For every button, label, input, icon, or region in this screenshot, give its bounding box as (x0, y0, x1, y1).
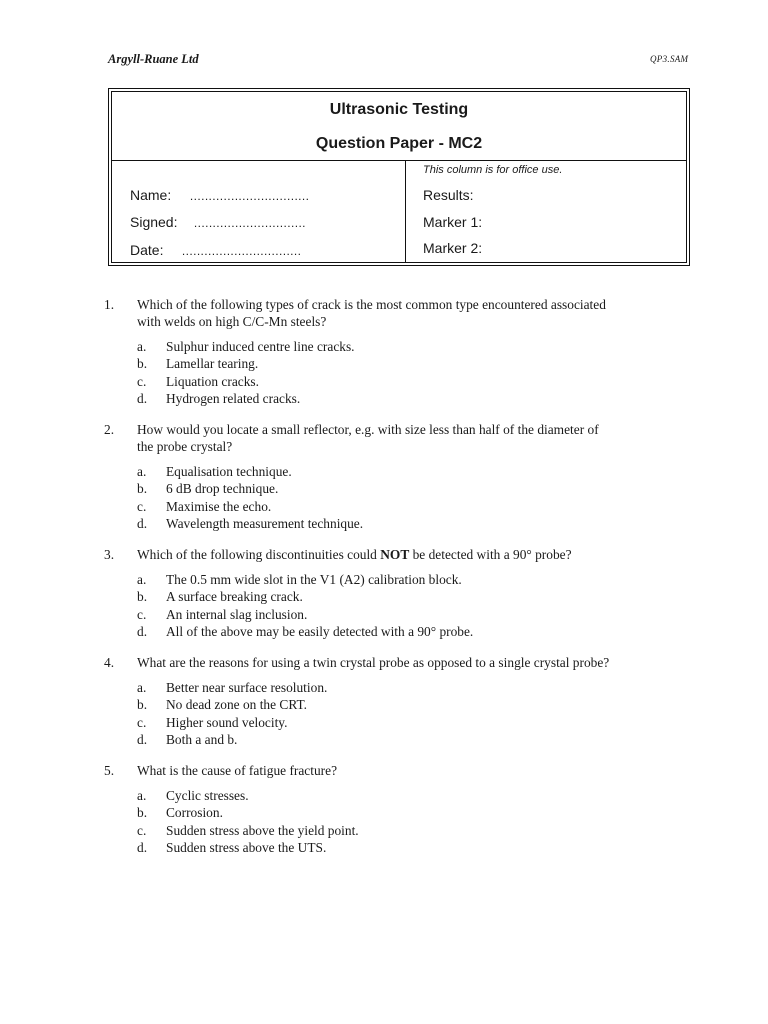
option-c[interactable] (137, 714, 694, 731)
option-c[interactable] (137, 498, 694, 515)
option-d[interactable] (137, 390, 694, 407)
option-text: Both a and b. (166, 731, 238, 747)
option-a[interactable] (137, 463, 694, 480)
question-text-line: the probe crystal? (137, 439, 233, 454)
signed-dots: .............................. (193, 216, 306, 230)
option-b[interactable] (137, 588, 694, 605)
option-letter: d. (137, 839, 148, 855)
question-4 (104, 654, 694, 748)
name-dots: ................................ (189, 189, 310, 203)
question-text (137, 296, 694, 330)
option-text: All of the above may be easily detected with a 90° probe. (166, 623, 474, 639)
option-a[interactable] (137, 571, 694, 588)
paper-subtitle: Question Paper - MC2 (315, 135, 483, 152)
question-5 (104, 762, 694, 856)
company-name: Argyll-Ruane Ltd (108, 52, 199, 66)
signed-label: Signed: (130, 214, 178, 230)
question-number: 1. (104, 297, 115, 312)
name-field[interactable] (130, 187, 309, 203)
option-a[interactable] (137, 679, 694, 696)
option-text: A surface breaking crack. (166, 589, 303, 605)
option-text: Lamellar tearing. (166, 356, 259, 372)
question-text (137, 654, 694, 671)
option-letter: a. (137, 572, 147, 587)
question-3 (104, 546, 694, 640)
marker-1-label: Marker 1: (423, 214, 483, 230)
document-ref: QP3.SAM (650, 54, 689, 64)
option-a[interactable] (137, 787, 694, 804)
option-b[interactable] (137, 696, 694, 713)
option-text: Better near surface resolution. (166, 680, 328, 695)
option-c[interactable] (137, 822, 694, 839)
option-text: Corrosion. (166, 805, 223, 821)
column-divider (405, 160, 406, 262)
question-text-line: Which of the following types of crack is the most common type encountered associated (137, 297, 606, 312)
question-text-part: Which of the following discontinuities could (137, 547, 381, 562)
option-letter: b. (137, 697, 148, 713)
date-label: Date: (130, 242, 164, 258)
question-text (137, 762, 694, 779)
option-letter: c. (137, 606, 147, 622)
option-text: Sudden stress above the UTS. (166, 839, 327, 855)
option-letter: c. (137, 498, 147, 514)
date-field[interactable] (130, 242, 301, 258)
question-number: 4. (104, 655, 115, 670)
option-d[interactable] (137, 515, 694, 532)
option-letter: a. (137, 680, 147, 695)
question-text-part: be detected with a 90° probe? (409, 547, 572, 562)
option-text: Hydrogen related cracks. (166, 390, 301, 406)
date-dots: ................................ (181, 244, 302, 258)
results-label: Results: (423, 187, 474, 203)
options-list (137, 787, 694, 856)
option-letter: a. (137, 788, 147, 803)
option-letter: d. (137, 623, 148, 639)
marker-2-label: Marker 2: (423, 240, 483, 256)
option-a[interactable] (137, 338, 694, 355)
question-1 (104, 296, 694, 407)
option-b[interactable] (137, 355, 694, 372)
option-letter: c. (137, 373, 147, 389)
options-list (137, 338, 694, 407)
question-number: 3. (104, 547, 115, 562)
option-d[interactable] (137, 839, 694, 856)
option-text: Higher sound velocity. (166, 714, 288, 730)
option-text: The 0.5 mm wide slot in the V1 (A2) calibration block. (166, 572, 462, 587)
option-text: Sudden stress above the yield point. (166, 822, 359, 838)
option-text: Maximise the echo. (166, 498, 272, 514)
option-text: Equalisation technique. (166, 464, 292, 479)
question-number: 2. (104, 422, 115, 437)
option-text: 6 dB drop technique. (166, 481, 279, 497)
option-letter: c. (137, 822, 147, 838)
question-text-line: with welds on high C/C-Mn steels? (137, 314, 327, 329)
option-text: Cyclic stresses. (166, 788, 249, 803)
option-d[interactable] (137, 731, 694, 748)
question-text-line: What is the cause of fatigue fracture? (137, 763, 338, 778)
option-letter: d. (137, 731, 148, 747)
option-text: No dead zone on the CRT. (166, 697, 307, 713)
option-letter: d. (137, 390, 148, 406)
option-text: An internal slag inclusion. (166, 606, 308, 622)
options-list (137, 679, 694, 748)
question-text-line: How would you locate a small reflector, e.g. with size less than half of the diameter of (137, 422, 599, 437)
option-d[interactable] (137, 623, 694, 640)
option-letter: a. (137, 339, 147, 354)
signed-field[interactable] (130, 214, 306, 230)
name-label: Name: (130, 187, 172, 203)
question-text (137, 421, 694, 455)
option-letter: d. (137, 515, 148, 531)
option-letter: b. (137, 805, 148, 821)
question-text (137, 546, 694, 563)
options-list (137, 463, 694, 532)
option-letter: b. (137, 356, 148, 372)
paper-title: Ultrasonic Testing (329, 101, 469, 118)
option-text: Sulphur induced centre line cracks. (166, 339, 355, 354)
question-2 (104, 421, 694, 532)
question-text-emphasis: NOT (380, 547, 410, 562)
header-box (108, 88, 690, 266)
option-letter: b. (137, 481, 148, 497)
option-c[interactable] (137, 373, 694, 390)
title-area (112, 92, 686, 161)
option-letter: b. (137, 589, 148, 605)
question-number: 5. (104, 763, 115, 778)
option-letter: a. (137, 464, 147, 479)
option-text: Wavelength measurement technique. (166, 515, 364, 531)
office-use-note: This column is for office use. (423, 164, 563, 176)
option-text: Liquation cracks. (166, 373, 259, 389)
option-b[interactable] (137, 804, 694, 821)
options-list (137, 571, 694, 640)
question-text-line: What are the reasons for using a twin crystal probe as opposed to a single crystal probe? (137, 655, 610, 670)
option-b[interactable] (137, 480, 694, 497)
option-letter: c. (137, 714, 147, 730)
option-c[interactable] (137, 606, 694, 623)
